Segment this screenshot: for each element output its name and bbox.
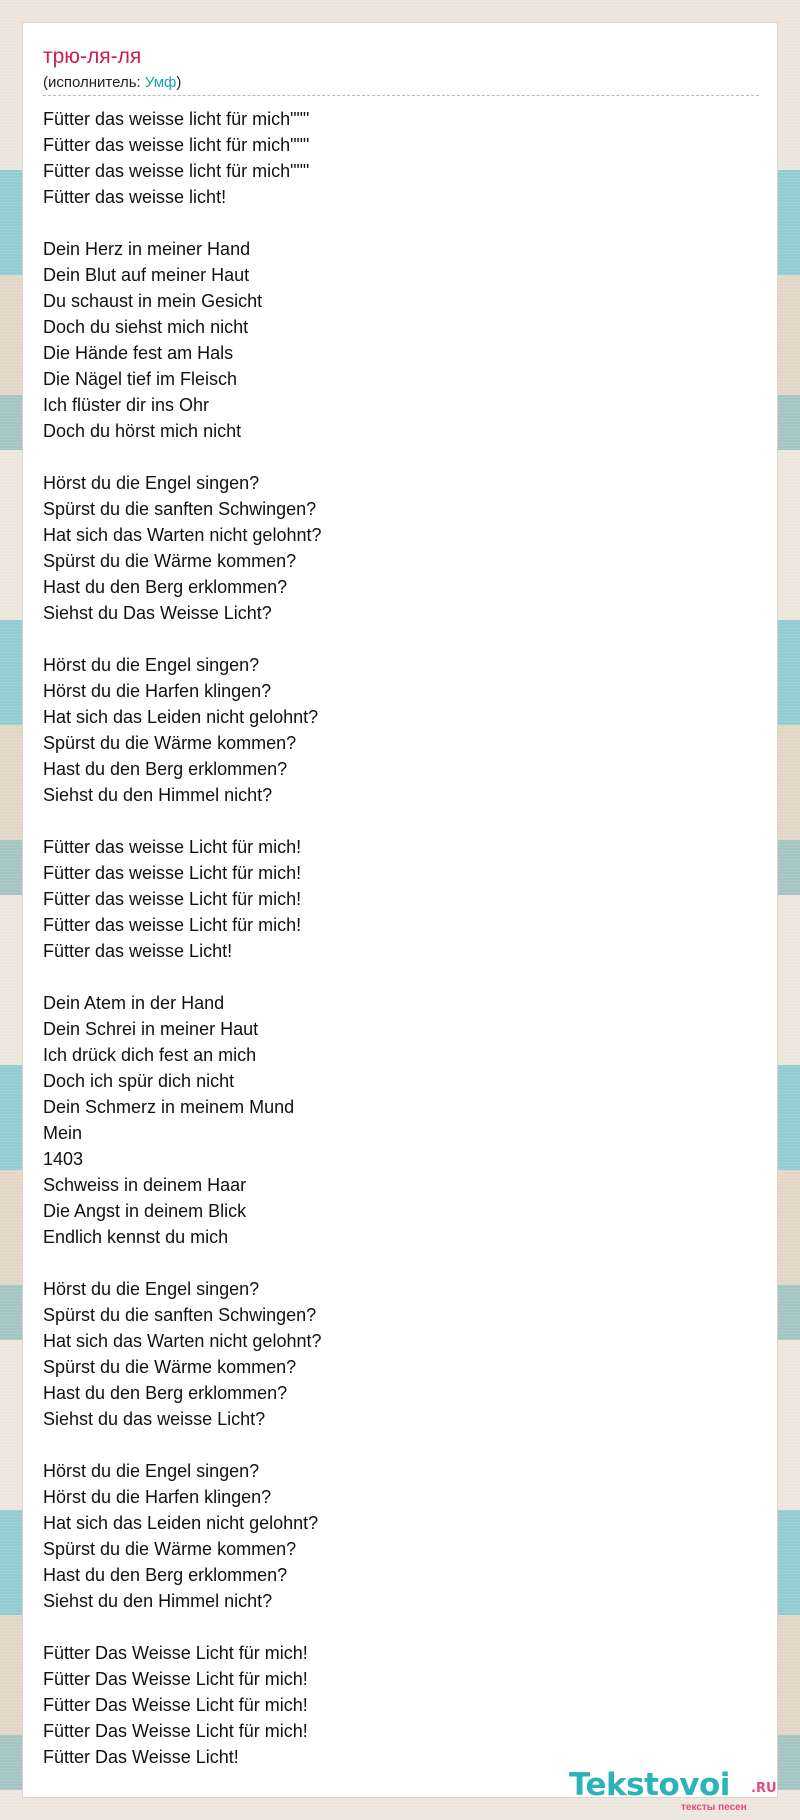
lyric-line: Siehst du das weisse Licht? xyxy=(43,1409,266,1429)
lyric-line: Ich flüster dir ins Ohr xyxy=(43,395,210,415)
lyric-line: Hast du den Berg erklommen? xyxy=(43,1565,288,1585)
lyric-line: Spürst du die sanften Schwingen? xyxy=(43,1305,317,1325)
lyric-line: Die Nägel tief im Fleisch xyxy=(43,369,238,389)
lyric-line: Hast du den Berg erklommen? xyxy=(43,759,288,779)
lyric-line: Spürst du die Wärme kommen? xyxy=(43,733,297,753)
lyric-line: Fütter das weisse licht für mich""" xyxy=(43,135,310,155)
lyric-line: Hörst du die Engel singen? xyxy=(43,1461,260,1481)
lyric-line: Siehst du den Himmel nicht? xyxy=(43,785,273,805)
lyric-line: Dein Atem in der Hand xyxy=(43,993,225,1013)
lyric-line: Dein Schmerz in meinem Mund xyxy=(43,1097,295,1117)
lyric-line: Doch du hörst mich nicht xyxy=(43,421,242,441)
lyric-line: Hast du den Berg erklommen? xyxy=(43,1383,288,1403)
lyric-line: Mein xyxy=(43,1123,83,1143)
lyric-line: Fütter Das Weisse Licht für mich! xyxy=(43,1721,308,1741)
stanza-break xyxy=(43,1432,743,1458)
logo-tld: .RU xyxy=(751,1781,777,1796)
lyric-line: Fütter das weisse licht für mich""" xyxy=(43,109,310,129)
lyric-line: Fütter das weisse Licht! xyxy=(43,941,233,961)
stanza-break xyxy=(43,210,743,236)
lyric-line: Hörst du die Engel singen? xyxy=(43,655,260,675)
lyric-line: Fütter das weisse licht! xyxy=(43,187,227,207)
lyric-line: Ich drück dich fest an mich xyxy=(43,1045,257,1065)
lyric-line: Schweiss in deinem Haar xyxy=(43,1175,247,1195)
lyric-line: Die Hände fest am Hals xyxy=(43,343,234,363)
lyric-line: Fütter das weisse Licht für mich! xyxy=(43,863,302,883)
song-title: трю-ля-ля xyxy=(43,45,142,68)
lyric-line: Du schaust in mein Gesicht xyxy=(43,291,263,311)
lyric-line: Doch du siehst mich nicht xyxy=(43,317,249,337)
lyric-line: Hörst du die Engel singen? xyxy=(43,1279,260,1299)
lyric-line: Hast du den Berg erklommen? xyxy=(43,577,288,597)
lyric-line: Hörst du die Harfen klingen? xyxy=(43,681,272,701)
artist-prefix: (исполнитель: xyxy=(43,74,145,91)
lyric-line: Die Angst in deinem Blick xyxy=(43,1201,247,1221)
stanza-break xyxy=(43,626,743,652)
lyric-line: Dein Herz in meiner Hand xyxy=(43,239,251,259)
logo-tagline: тексты песен xyxy=(681,1802,747,1813)
lyric-line: 1403 xyxy=(43,1149,84,1169)
stanza-break xyxy=(43,964,743,990)
logo-name: Tekstovoi xyxy=(569,1767,730,1803)
lyric-line: Spürst du die Wärme kommen? xyxy=(43,1357,297,1377)
lyric-line: Siehst du Das Weisse Licht? xyxy=(43,603,272,623)
stanza-break xyxy=(43,1614,743,1640)
lyric-line: Endlich kennst du mich xyxy=(43,1227,229,1247)
stanza-break xyxy=(43,1250,743,1276)
lyric-line: Fütter Das Weisse Licht! xyxy=(43,1747,239,1767)
lyric-line: Spürst du die Wärme kommen? xyxy=(43,551,297,571)
lyric-line: Doch ich spür dich nicht xyxy=(43,1071,235,1091)
artist-line xyxy=(43,73,759,96)
lyric-line: Fütter das weisse Licht für mich! xyxy=(43,837,302,857)
artist-link[interactable]: Умф xyxy=(144,74,177,91)
lyrics-card xyxy=(22,22,778,1813)
artist-suffix: ) xyxy=(176,74,182,91)
lyric-line: Dein Blut auf meiner Haut xyxy=(43,265,250,285)
lyrics-text xyxy=(43,106,743,1770)
lyric-line: Hat sich das Leiden nicht gelohnt? xyxy=(43,1513,319,1533)
lyric-line: Fütter Das Weisse Licht für mich! xyxy=(43,1643,308,1663)
lyric-line: Hat sich das Warten nicht gelohnt? xyxy=(43,525,322,545)
lyric-line: Fütter das weisse Licht für mich! xyxy=(43,915,302,935)
lyric-line: Fütter das weisse Licht für mich! xyxy=(43,889,302,909)
site-logo[interactable] xyxy=(569,1767,777,1818)
stanza-break xyxy=(43,444,743,470)
lyric-line: Hörst du die Harfen klingen? xyxy=(43,1487,272,1507)
stanza-break xyxy=(43,808,743,834)
lyric-line: Fütter Das Weisse Licht für mich! xyxy=(43,1669,308,1689)
lyric-line: Fütter das weisse licht für mich""" xyxy=(43,161,310,181)
lyric-line: Dein Schrei in meiner Haut xyxy=(43,1019,259,1039)
lyric-line: Siehst du den Himmel nicht? xyxy=(43,1591,273,1611)
lyric-line: Hörst du die Engel singen? xyxy=(43,473,260,493)
lyric-line: Hat sich das Leiden nicht gelohnt? xyxy=(43,707,319,727)
lyric-line: Spürst du die Wärme kommen? xyxy=(43,1539,297,1559)
lyric-line: Fütter Das Weisse Licht für mich! xyxy=(43,1695,308,1715)
lyric-line: Spürst du die sanften Schwingen? xyxy=(43,499,317,519)
lyric-line: Hat sich das Warten nicht gelohnt? xyxy=(43,1331,322,1351)
